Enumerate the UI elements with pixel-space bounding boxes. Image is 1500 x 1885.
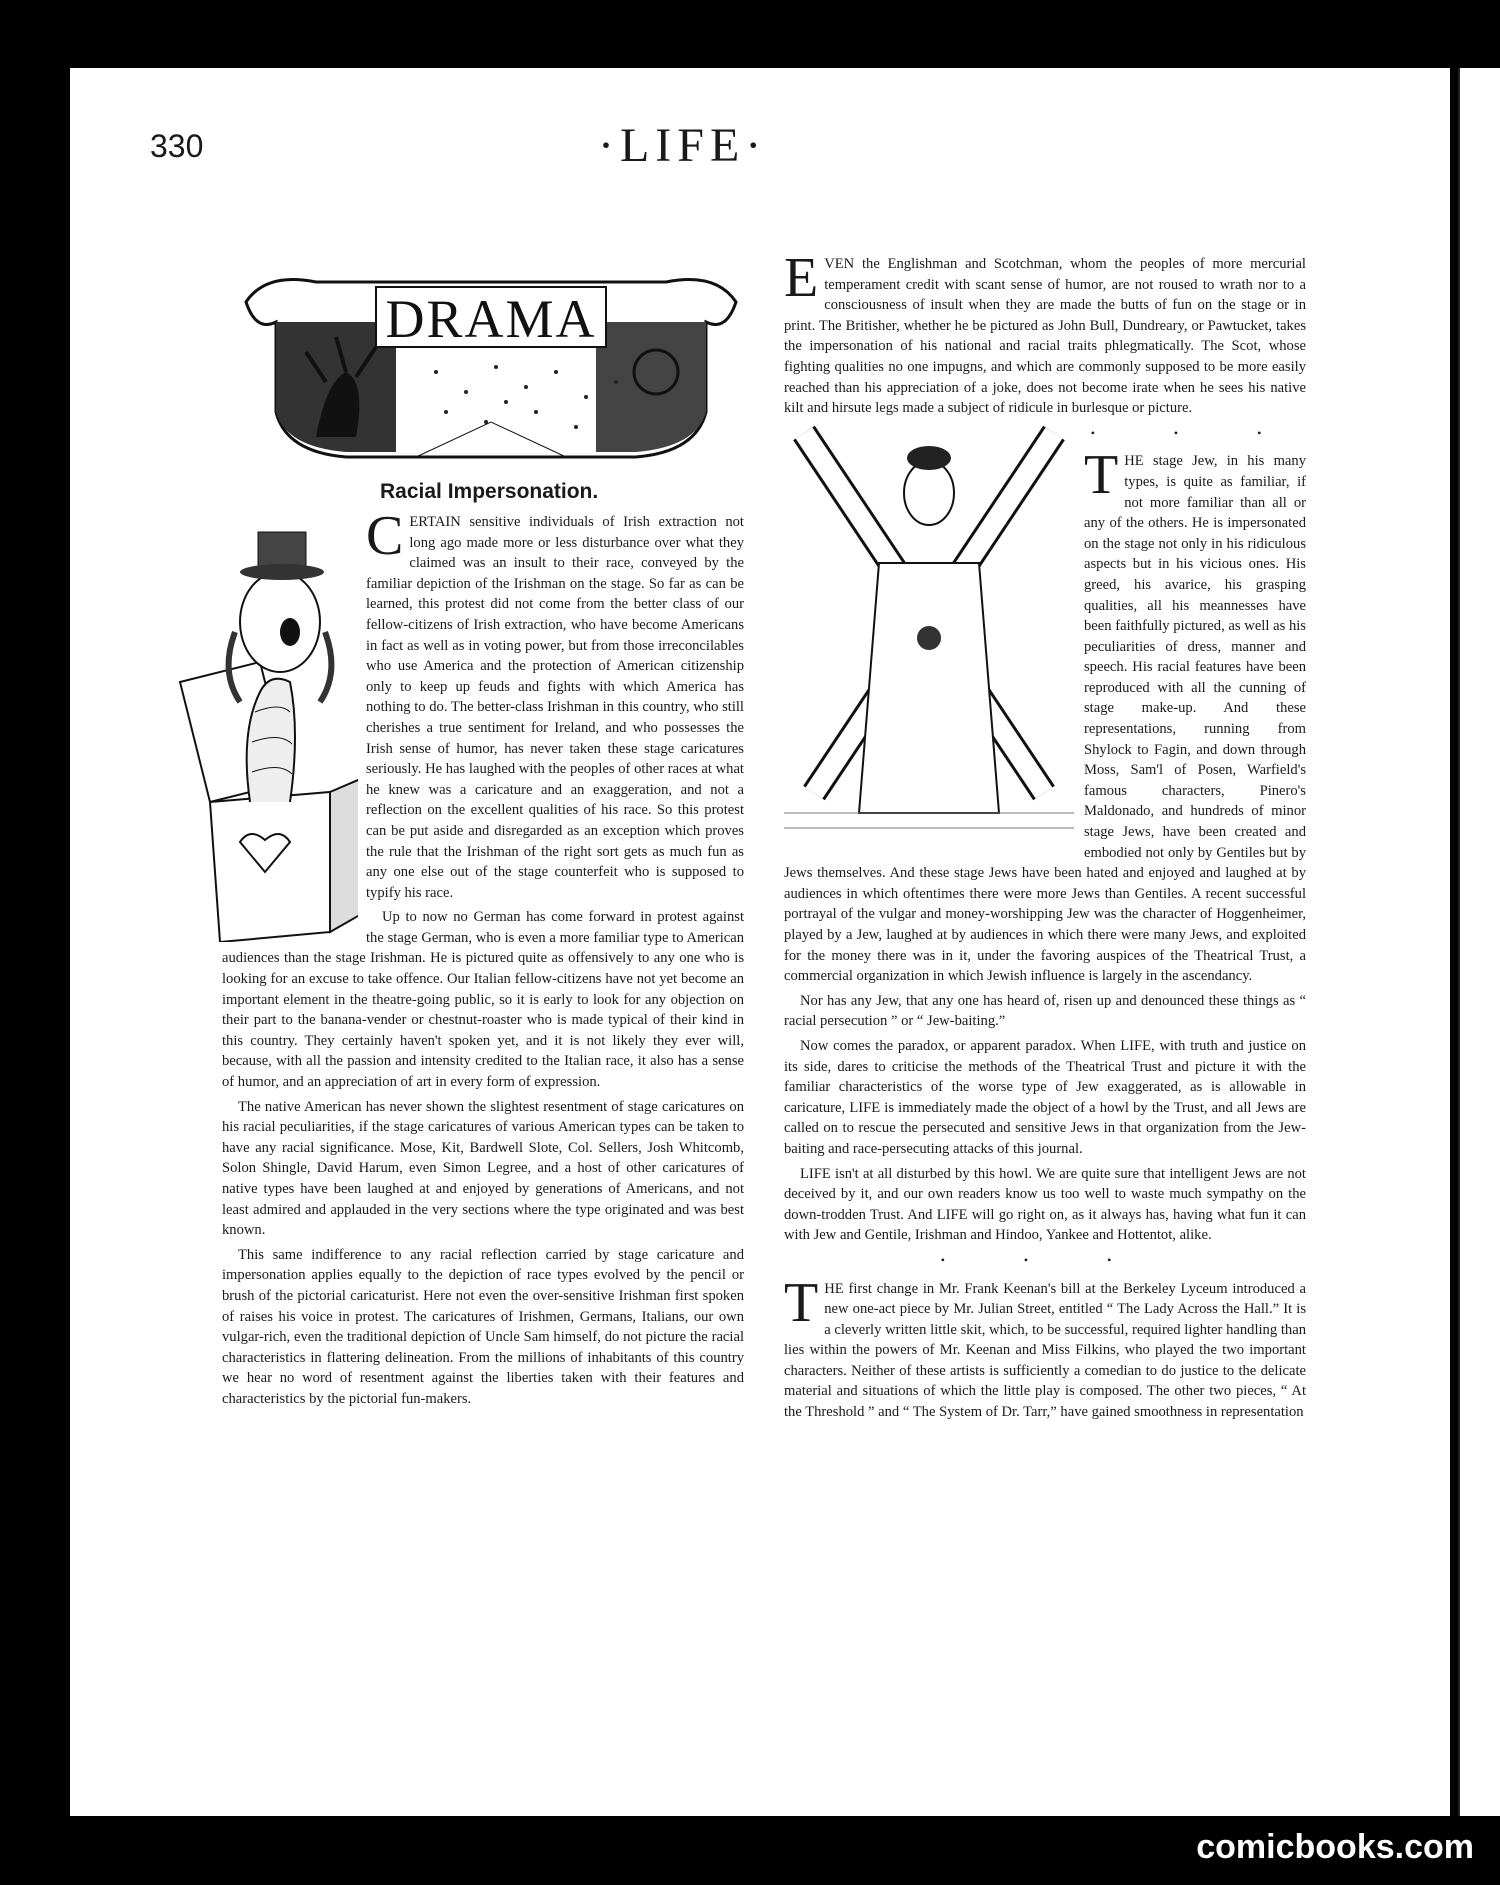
article-title: Racial Impersonation. xyxy=(380,480,599,503)
paragraph: This same indifference to any racial reflection carried by stage caricature and impersonation applies equally to the depiction of race types evolved by the pencil or brush of the pictorial caricaturist. Here not even the over-sensitive Irishman first spoken of raises his voice in protest. The caricatures of Irishmen, Germans, Italians, our own vulgar-rich, even the traditional depiction of Uncle Sam himself, do not picture the racial characteristics in flattering delineation. From the millions of inhabitants of this country we hear no word of resentment against the liberties taken with their features and characteristics by the pictorial fun-makers. xyxy=(222,1246,744,1407)
paragraph: HE first change in Mr. Frank Keenan's bill at the Berkeley Lyceum introduced a new one-act piece by Mr. Julian Street, entitled “ The Lady Across the Hall.” It is a cleverly written little skit, which, to be successful, required lighter handling than lies within the powers of Mr. Keenan and Miss Filkins, who played the two important characters. Neither of these artists is sufficiently a comedian to do justice to the delicate material and situations of which the little play is composed. The other two pieces, “ At the Threshold ” and “ The System of Dr. Tarr,” have gained smoothness in representation xyxy=(784,1280,1306,1421)
page-number: 330 xyxy=(150,128,204,164)
drop-cap: T xyxy=(1084,444,1119,507)
section-separator: • • • xyxy=(1090,425,1300,440)
drop-cap: T xyxy=(784,1271,819,1334)
paragraph: Up to now no German has come forward in protest against the stage German, who is even a more familiar type to American audiences than the stage Irishman. He is pictured quite as offensively to any one who is looking for an excuse to take offence. Our Italian fellow-citizens have not yet become an important element in the theatre-going public, so it is early to look for any objection on their part to the banana-vender or chestnut-roaster who is made typical of their kind in this country. They certainly haven't spoken yet, and it is not likely they ever will, because, with all the passion and intensity credited to the Italian race, it also has a sense of humor, and an appreciation of art in every form of expression. xyxy=(222,909,744,1091)
drama-banner-illustration xyxy=(236,262,744,472)
paragraph: Now comes the paradox, or apparent paradox. When LIFE, with truth and justice on its side, dares to criticise the methods of the Theatrical Trust and picture it with the familiar characteristics of the worse type of Jew exaggerated, as is allowable in caricature, LIFE is immediately made the object of a howl by the Trust, and all Jews are called on to rescue the persecuted and sensitive Jews in that organization from the Jew-baiting and race-persecuting attacks of this journal. xyxy=(784,1037,1306,1157)
drop-cap: C xyxy=(366,505,404,567)
next-page-edge xyxy=(1458,68,1500,1816)
right-column xyxy=(784,247,1306,1427)
crossed-arms-man-illustration xyxy=(784,413,1074,853)
section-separator: • • • xyxy=(940,1252,1150,1267)
paragraph: Nor has any Jew, that any one has heard of, risen up and denounced these things as “ racial persecution ” or “ Jew-baiting.” xyxy=(784,992,1306,1030)
watermark: comicbooks.com xyxy=(1196,1828,1474,1866)
masthead: ·LIFE· xyxy=(598,119,768,172)
drop-cap: E xyxy=(784,247,819,309)
jack-in-the-box-illustration xyxy=(140,512,358,942)
left-column xyxy=(222,505,744,1414)
paragraph: HE stage Jew, in his many types, is quite as familiar, if not more familiar than all or any of the others. He is impersonated on the stage not only in his ridiculous aspects but in his vicious ones. His greed, his avarice, his grasping qualities, all his meannesses have been faithfully pictured, as well as his peculiarities of dress, manner and speech. His racial features have been reproduced with all the cunning of stage make-up. And these representations, running from Shylock to Fagin, and down through Moss, Sam'l of Posen, Warfield's famous characters, Pinero's Maldonado, and hundreds of minor stage Jews, have been created and embodied not only by Gentiles but by Jews themselves. And these stage Jews have been hated and enjoyed and laughed at by audiences in which oftentimes there were more Jews than Gentiles. A recent successful portrayal of the vulgar and money-worshipping Jew was the character of Hoggenheimer, played by a Jew, laughed at by audiences in which there were many Jews, and exploited for the money there was in it, under the favoring auspices of the Theatrical Trust, a commercial organization in which Jewish influence is largely in the ascendancy. xyxy=(784,453,1306,985)
paragraph: VEN the Englishman and Scotchman, whom the peoples of more mercurial temperament credit with scant sense of humor, are not roused to wrath nor to a consciousness of insult when they are made the butts of fun on the stage or in print. The Britisher, whether he be pictured as John Bull, Dundreary, or Pawtucket, takes the impersonation of his national and racial traits phlegmatically. The Scot, whose fighting qualities no one impugns, and which are commonly supposed to be more easily reached than his appreciation of a joke, does not become irate when he sees his native kilt and hirsute legs made a subject of ridicule in burlesque or picture. xyxy=(784,256,1306,417)
banner-title: DRAMA xyxy=(385,289,597,349)
paragraph: ERTAIN sensitive individuals of Irish extraction not long ago made more or less disturbance over what they claimed was an insult to their race, conveyed by the familiar depiction of the Irishman on the stage. So far as can be learned, this protest did not come from the better class of our fellow-citizens of Irish extraction, who have become Americans in fact as well as in voting power, but from those irreconcilables who use America and the protection of American citizenship only to keep up feuds and fights with which America has nothing to do. The better-class Irishman in this country, who still cherishes a true sentiment for Ireland, and who possesses the Irish sense of humor, has never taken these stage caricatures seriously. He has laughed with the peoples of other races at what he knew was a caricature and an exaggeration, and not a reflection on the excellent qualities of his race. So this protest can be put aside and disregarded as an exception which proves the rule that the Irishman of the right sort gets as much fun as any one else out of the stage counterfeit who is supposed to typify his race. xyxy=(366,514,744,901)
paragraph: LIFE isn't at all disturbed by this howl. We are quite sure that intelligent Jews are not deceived by it, and our own readers know us too well to waste much sympathy on the down-trodden Trust. And LIFE will go right on, as it always has, having what fun it can with Jew and Gentile, Irishman and Hindoo, Yankee and Hottentot, alike. xyxy=(784,1165,1306,1244)
paragraph: The native American has never shown the slightest resentment of stage caricatures on his racial peculiarities, if the stage caricatures of various American types can be taken to have any racial significance. Mose, Kit, Bardwell Slote, Col. Sellers, Josh Whitcomb, Solon Shingle, David Harum, even Simon Legree, and a host of other caricatures of native types have been laughed at and enjoyed by generations of Americans, and not least admired and applauded in the very sections where the type originated and was best known. xyxy=(222,1098,744,1239)
